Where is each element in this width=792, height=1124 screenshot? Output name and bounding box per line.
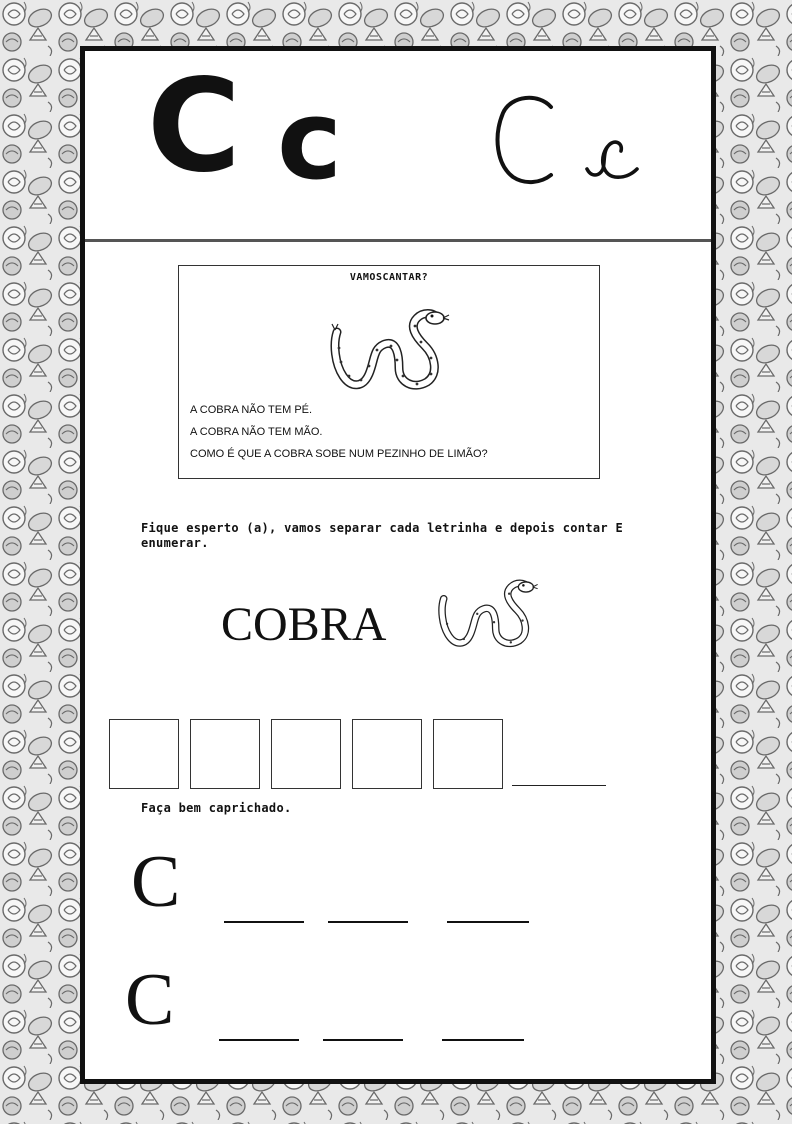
cursive-lowercase-letter	[585, 121, 641, 191]
snake-illustration	[329, 304, 453, 394]
cursive-uppercase-letter	[489, 91, 559, 191]
letter-box-3[interactable]	[271, 719, 341, 789]
song-line-3: COMO É QUE A COBRA SOBE NUM PEZINHO DE LIMÃO?	[190, 448, 488, 460]
song-line-1: A COBRA NÃO TEM PÉ.	[190, 404, 313, 416]
print-uppercase-letter: C	[147, 52, 241, 201]
practice-blank-1-2[interactable]	[328, 921, 408, 923]
letter-box-5[interactable]	[433, 719, 503, 789]
song-box	[178, 265, 600, 479]
practice-blank-2-3[interactable]	[442, 1039, 524, 1041]
header-divider	[85, 239, 711, 242]
practice-blank-2-1[interactable]	[219, 1039, 299, 1041]
snake-illustration-small	[437, 573, 541, 653]
practice-letter-row-1: C	[131, 841, 181, 923]
song-line-2: A COBRA NÃO TEM MÃO.	[190, 426, 323, 438]
practice-blank-1-3[interactable]	[447, 921, 529, 923]
practice-blank-1-1[interactable]	[224, 921, 304, 923]
worksheet-frame	[80, 46, 716, 1084]
practice-blank-2-2[interactable]	[323, 1039, 403, 1041]
letter-box-4[interactable]	[352, 719, 422, 789]
print-lowercase-letter: c	[277, 76, 343, 204]
exercise-word: COBRA	[221, 598, 387, 651]
song-title: VAMOSCANTAR?	[349, 272, 429, 283]
practice-letter-row-2: C	[125, 959, 175, 1041]
exercise-instruction: Fique esperto (a), vamos separar cada letrinha e depois contar E enumerar.	[141, 521, 623, 550]
worksheet-content	[85, 51, 711, 1079]
letter-count-answer-line[interactable]	[512, 785, 606, 786]
letter-box-1[interactable]	[109, 719, 179, 789]
letter-box-2[interactable]	[190, 719, 260, 789]
practice-instruction: Faça bem caprichado.	[141, 801, 292, 815]
